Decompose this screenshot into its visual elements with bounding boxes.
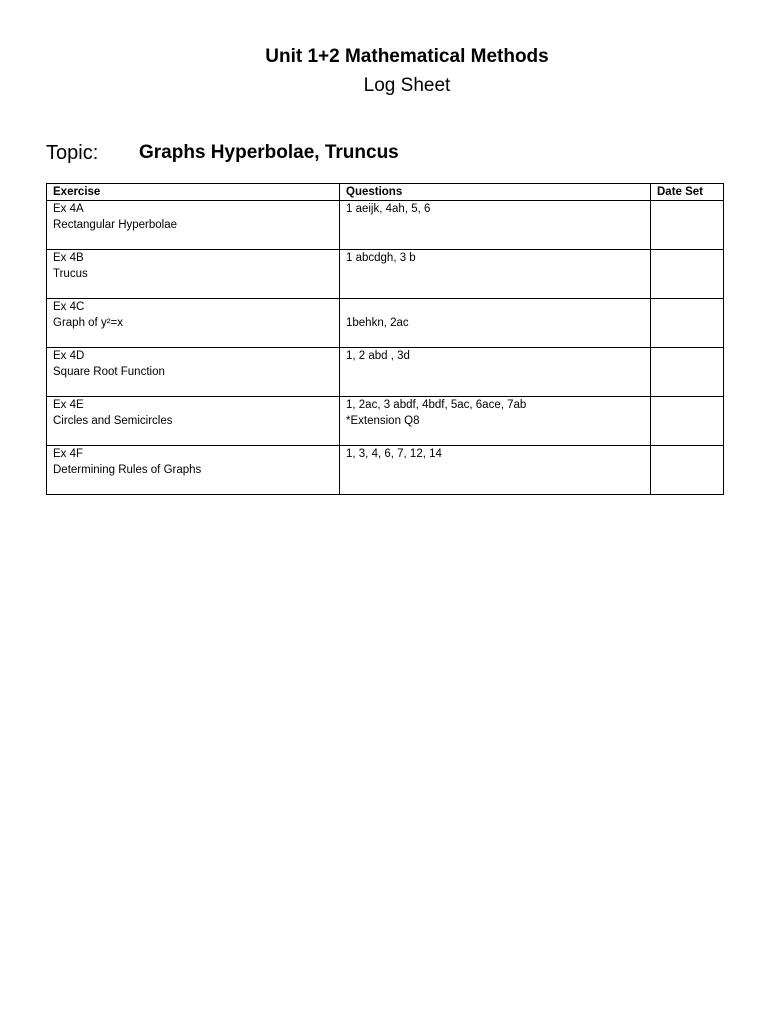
questions-text: 1behkn, 2ac xyxy=(346,317,409,329)
cell-spacer xyxy=(346,299,644,315)
log-table xyxy=(46,183,724,495)
exercise-id: Ex 4C xyxy=(53,301,85,313)
table-row xyxy=(47,446,724,495)
questions-cell xyxy=(340,348,651,397)
questions-cell xyxy=(340,446,651,495)
date-set-cell[interactable] xyxy=(651,446,724,495)
topic-value: Graphs Hyperbolae, Truncus xyxy=(139,142,399,163)
exercise-cell xyxy=(47,348,340,397)
questions-text: 1 abcdgh, 3 b xyxy=(346,252,416,264)
exercise-id: Ex 4F xyxy=(53,448,84,460)
questions-cell xyxy=(340,397,651,446)
date-set-cell[interactable] xyxy=(651,348,724,397)
questions-cell xyxy=(340,250,651,299)
table-row xyxy=(47,299,724,348)
exercise-cell xyxy=(47,201,340,250)
questions-text: 1, 3, 4, 6, 7, 12, 14 xyxy=(346,448,442,460)
date-set-cell[interactable] xyxy=(651,299,724,348)
table-header-row xyxy=(47,184,724,201)
table-row xyxy=(47,397,724,446)
document-subtitle: Log Sheet xyxy=(363,75,451,96)
exercise-name: Circles and Semicircles xyxy=(53,415,173,427)
exercise-name: Graph of y²=x xyxy=(53,317,123,329)
exercise-name: Determining Rules of Graphs xyxy=(53,464,202,476)
column-header-date-set: Date Set xyxy=(651,184,724,201)
questions-text: 1, 2ac, 3 abdf, 4bdf, 5ac, 6ace, 7ab xyxy=(346,399,527,411)
questions-text: 1 aeijk, 4ah, 5, 6 xyxy=(346,203,431,215)
date-set-cell[interactable] xyxy=(651,201,724,250)
exercise-name: Rectangular Hyperbolae xyxy=(53,219,178,231)
exercise-name: Trucus xyxy=(53,268,88,280)
document-title: Unit 1+2 Mathematical Methods xyxy=(265,46,549,67)
exercise-id: Ex 4B xyxy=(53,252,84,264)
exercise-id: Ex 4D xyxy=(53,350,85,362)
questions-extension: *Extension Q8 xyxy=(346,415,420,427)
column-header-questions: Questions xyxy=(340,184,651,201)
column-header-exercise: Exercise xyxy=(47,184,340,201)
exercise-id: Ex 4E xyxy=(53,399,84,411)
exercise-cell xyxy=(47,446,340,495)
date-set-cell[interactable] xyxy=(651,397,724,446)
exercise-name: Square Root Function xyxy=(53,366,165,378)
topic-label: Topic: xyxy=(46,142,99,164)
table-row xyxy=(47,250,724,299)
questions-cell xyxy=(340,201,651,250)
date-set-cell[interactable] xyxy=(651,250,724,299)
table-row xyxy=(47,201,724,250)
table-row xyxy=(47,348,724,397)
questions-text: 1, 2 abd , 3d xyxy=(346,350,410,362)
exercise-cell xyxy=(47,250,340,299)
exercise-cell xyxy=(47,397,340,446)
questions-cell xyxy=(340,299,651,348)
exercise-id: Ex 4A xyxy=(53,203,84,215)
exercise-cell xyxy=(47,299,340,348)
